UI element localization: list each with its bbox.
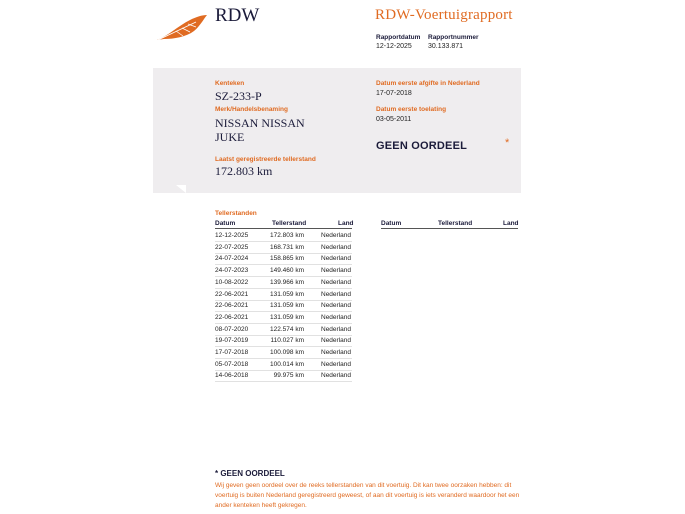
table-row bbox=[215, 230, 352, 242]
row-date: 12-12-2025 bbox=[215, 232, 249, 239]
row-date: 08-07-2020 bbox=[215, 325, 249, 333]
row-date: 17-07-2018 bbox=[215, 349, 249, 356]
row-land: Nederland bbox=[321, 302, 351, 310]
table-row bbox=[215, 253, 352, 265]
footnote-title: * GEEN OORDEEL bbox=[215, 469, 285, 478]
table-row bbox=[215, 312, 352, 324]
table-row bbox=[215, 335, 352, 347]
table-row bbox=[215, 300, 352, 312]
row-land: Nederland bbox=[321, 255, 351, 263]
row-date: 22-06-2021 bbox=[215, 302, 249, 310]
row-date: 22-07-2025 bbox=[215, 243, 249, 251]
row-land: Nederland bbox=[321, 349, 351, 356]
row-tellerstand: 172.803 km bbox=[270, 232, 304, 239]
row-tellerstand: 139.966 km bbox=[270, 278, 304, 286]
tellerstanden-title: Tellerstanden bbox=[215, 210, 257, 217]
row-land: Nederland bbox=[321, 290, 351, 298]
rapportdatum-label: Rapportdatum bbox=[376, 34, 421, 41]
footnote-text: Wij geven geen oordeel over de reeks tellerstanden van dit voertuig. Dit kan twee oorzaken hebben: dit voertuig is buiten Nederland geregistreerd geweest, of aan dit voertuig is iets veranderd waardoor het een ander kenteken heeft gekregen. bbox=[215, 482, 520, 509]
row-land: Nederland bbox=[321, 243, 351, 251]
row-land: Nederland bbox=[321, 267, 351, 275]
table-row bbox=[215, 277, 352, 289]
rapportnummer-value: 30.133.871 bbox=[428, 43, 464, 50]
merk-label: Merk/Handelsbenaming bbox=[215, 106, 288, 113]
row-date: 10-08-2022 bbox=[215, 278, 249, 286]
row-land: Nederland bbox=[321, 278, 351, 286]
header-divider bbox=[215, 228, 352, 229]
row-tellerstand: 122.574 km bbox=[270, 325, 304, 333]
table-row bbox=[215, 265, 352, 277]
header-datum: Datum bbox=[215, 220, 236, 227]
eerste-afgifte-value: 17-07-2018 bbox=[376, 90, 412, 97]
row-date: 24-07-2023 bbox=[215, 267, 249, 275]
kenteken-label: Kenteken bbox=[215, 80, 245, 87]
table-row bbox=[215, 347, 352, 359]
row-tellerstand: 149.460 km bbox=[270, 267, 304, 275]
report-title: RDW-Voertuigrapport bbox=[375, 7, 513, 23]
panel-notch bbox=[176, 185, 186, 193]
km-value: 172.803 km bbox=[215, 164, 273, 178]
row-tellerstand: 131.059 km bbox=[270, 313, 304, 321]
row-tellerstand: 131.059 km bbox=[270, 290, 304, 298]
table-row bbox=[215, 242, 352, 254]
km-label: Laatst geregistreerde tellerstand bbox=[215, 156, 316, 163]
eerste-toelating-label: Datum eerste toelating bbox=[376, 106, 447, 113]
merk-value-line2: JUKE bbox=[215, 130, 245, 144]
row-tellerstand: 131.059 km bbox=[270, 302, 304, 310]
table-row bbox=[215, 324, 352, 336]
verdict-star: * bbox=[505, 137, 510, 149]
table-row bbox=[215, 359, 352, 371]
row-land: Nederland bbox=[321, 325, 351, 333]
row-tellerstand: 110.027 km bbox=[270, 337, 304, 345]
header-tellerstand-col2: Tellerstand bbox=[438, 220, 473, 227]
eerste-toelating-value: 03-05-2011 bbox=[376, 116, 412, 123]
row-date: 19-07-2019 bbox=[215, 337, 249, 345]
row-date: 14-06-2018 bbox=[215, 372, 249, 380]
header-land: Land bbox=[338, 220, 354, 227]
row-land: Nederland bbox=[321, 232, 351, 239]
brand-name: RDW bbox=[215, 5, 260, 26]
rapportnummer-label: Rapportnummer bbox=[428, 34, 479, 41]
row-tellerstand: 158.865 km bbox=[270, 255, 304, 263]
header-datum-col2: Datum bbox=[381, 220, 402, 227]
row-land: Nederland bbox=[321, 337, 351, 345]
row-land: Nederland bbox=[321, 313, 351, 321]
row-land: Nederland bbox=[321, 372, 351, 380]
merk-value-line1: NISSAN NISSAN bbox=[215, 116, 305, 130]
verdict-text: GEEN OORDEEL bbox=[376, 140, 468, 152]
header-tellerstand: Tellerstand bbox=[272, 220, 307, 227]
row-land: Nederland bbox=[321, 360, 351, 368]
rapportdatum-value: 12-12-2025 bbox=[376, 43, 412, 50]
row-date: 24-07-2024 bbox=[215, 255, 249, 263]
row-date: 05-07-2018 bbox=[215, 360, 249, 368]
feather-logo-icon bbox=[156, 14, 208, 42]
row-date: 22-06-2021 bbox=[215, 313, 249, 321]
eerste-afgifte-label: Datum eerste afgifte in Nederland bbox=[376, 80, 480, 87]
row-tellerstand: 99.975 km bbox=[273, 372, 304, 380]
row-tellerstand: 100.014 km bbox=[270, 360, 304, 368]
kenteken-value: SZ-233-P bbox=[215, 89, 262, 103]
row-tellerstand: 168.731 km bbox=[270, 243, 304, 251]
table-row bbox=[215, 289, 352, 301]
header-divider-col2 bbox=[381, 228, 518, 229]
row-tellerstand: 100.098 km bbox=[270, 349, 304, 356]
row-date: 22-06-2021 bbox=[215, 290, 249, 298]
header-land-col2: Land bbox=[503, 220, 519, 227]
table-row bbox=[215, 370, 352, 382]
